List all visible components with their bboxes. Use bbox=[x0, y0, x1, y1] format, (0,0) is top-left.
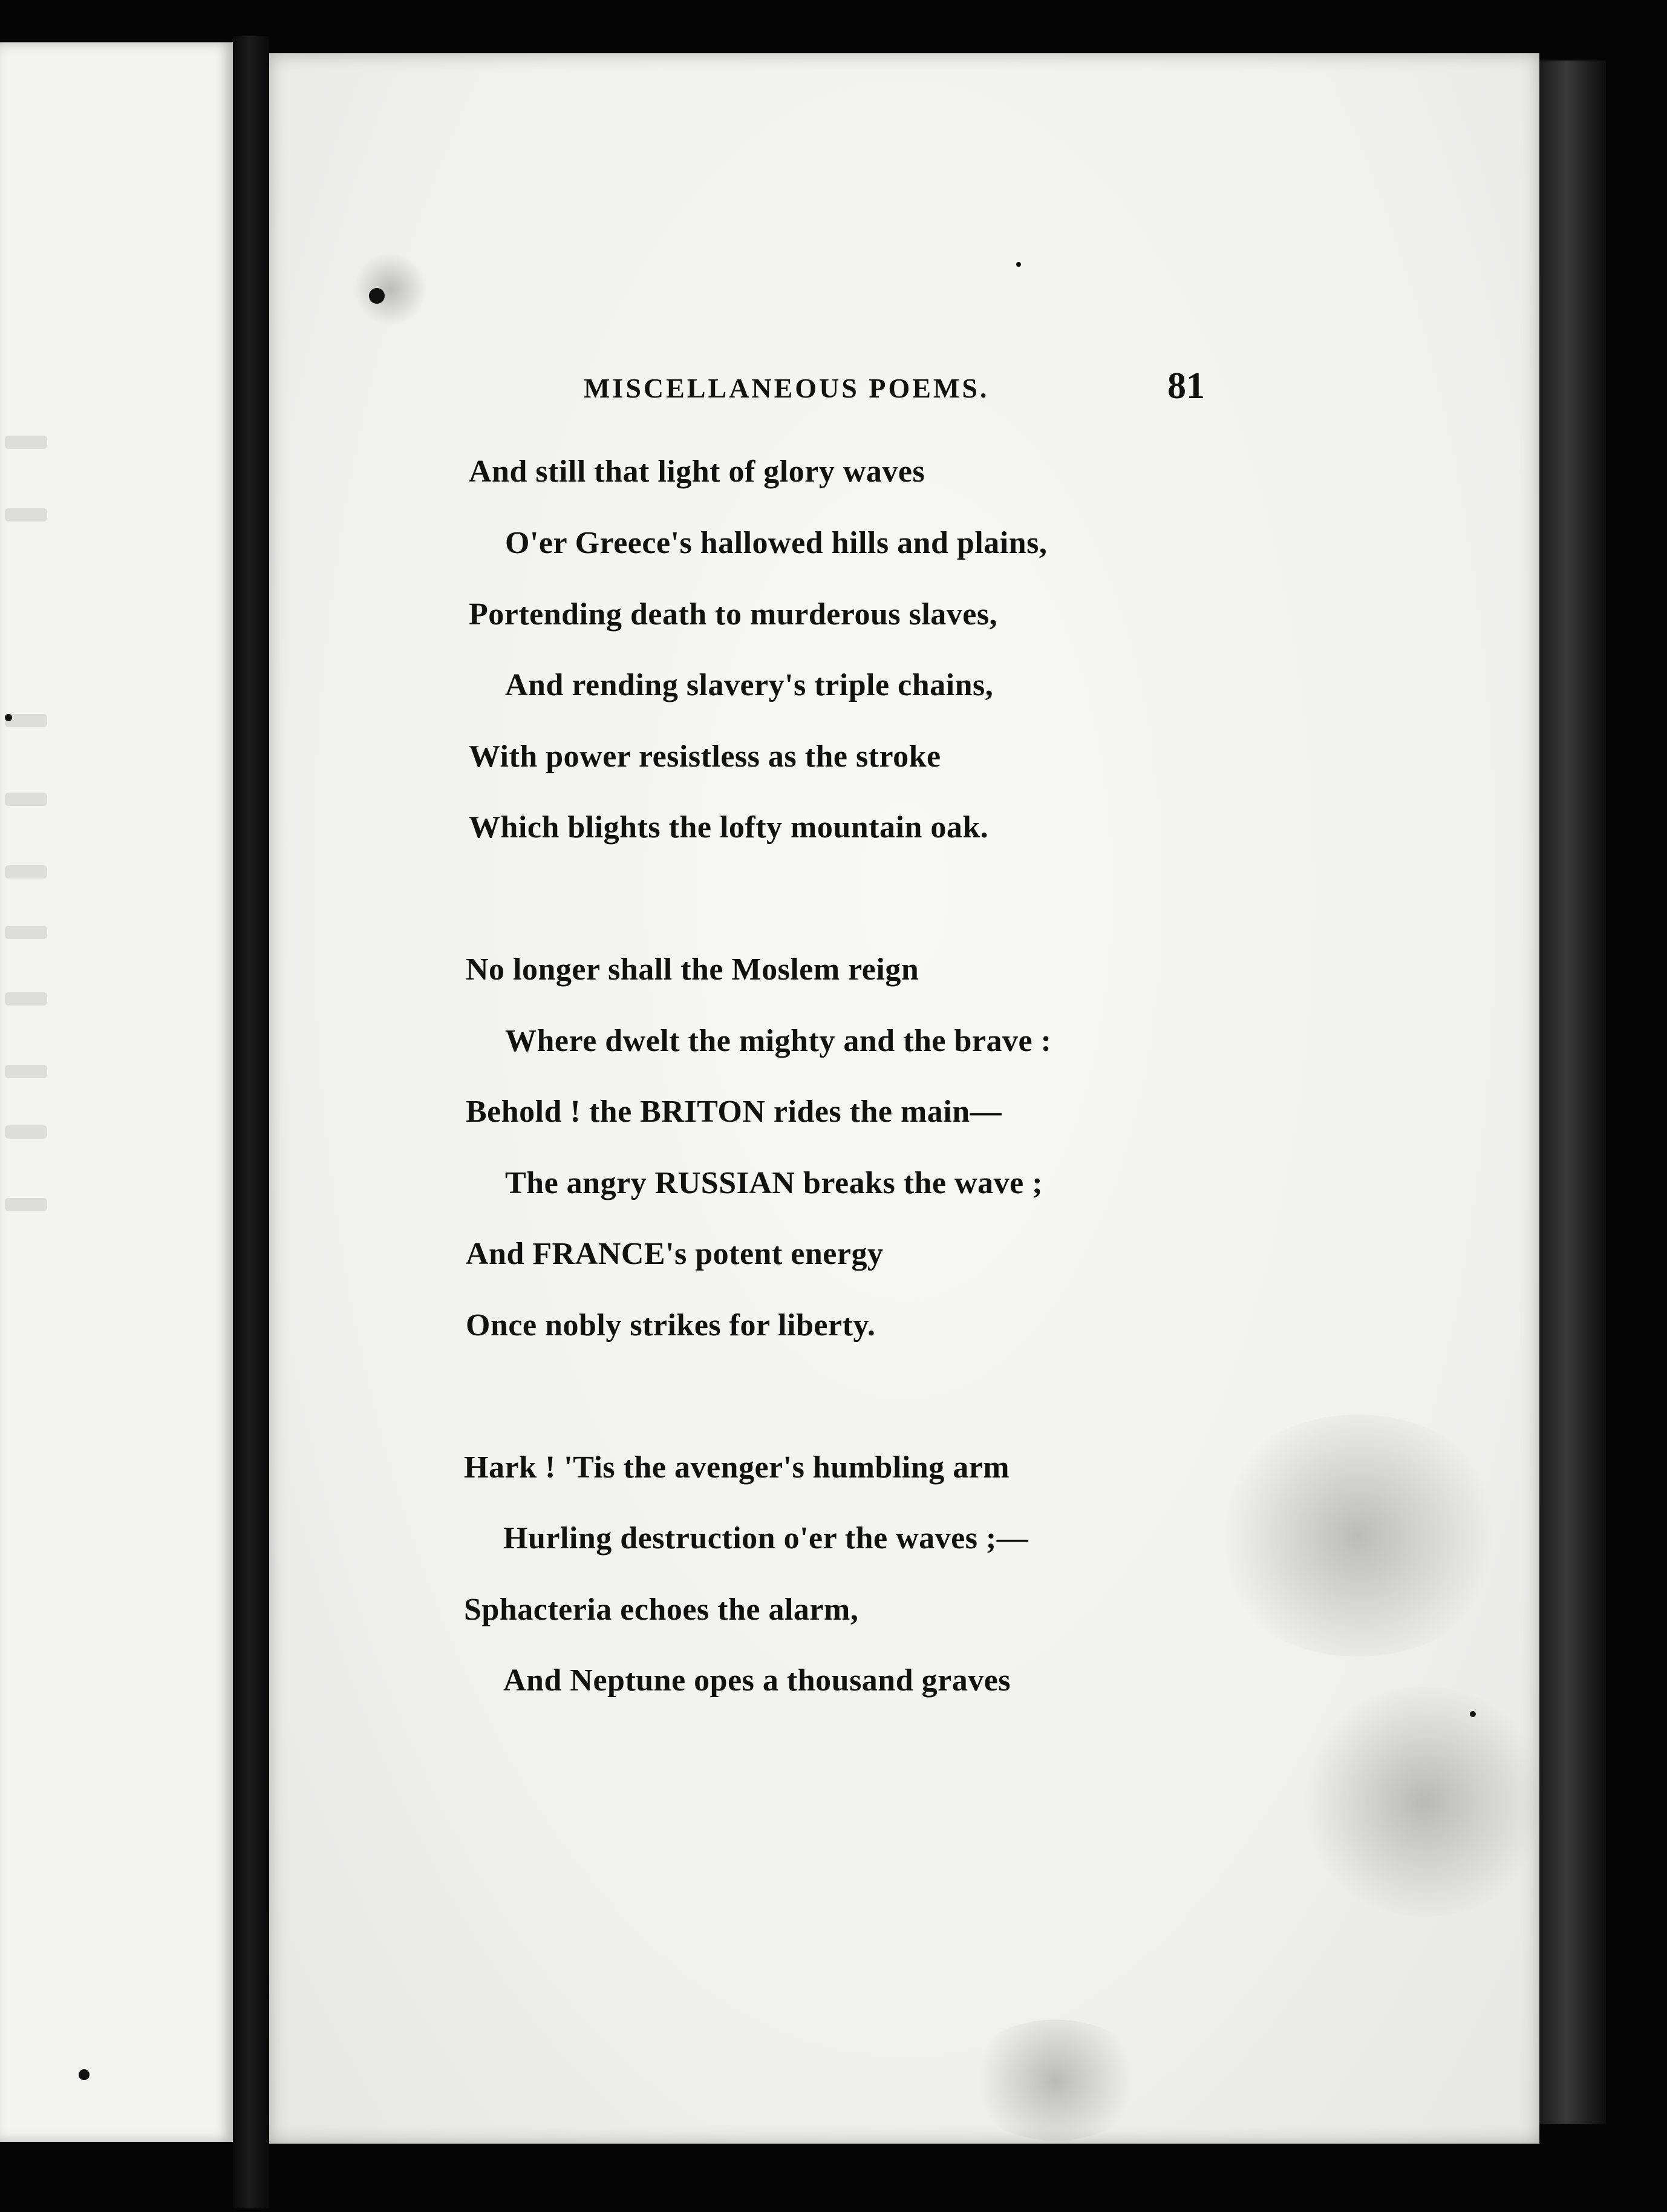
book-page bbox=[269, 53, 1539, 2144]
ink-speck bbox=[1470, 1711, 1476, 1717]
show-through-text bbox=[5, 865, 47, 879]
foxing-stain bbox=[1297, 1687, 1551, 1917]
poem-line: And rending slavery's triple chains, bbox=[505, 668, 994, 702]
running-head: MISCELLANEOUS POEMS. bbox=[584, 373, 990, 404]
show-through-text bbox=[5, 926, 47, 939]
page-number: 81 bbox=[1167, 365, 1205, 407]
ink-speck bbox=[369, 288, 385, 304]
ink-speck bbox=[5, 714, 12, 721]
show-through-text bbox=[5, 1198, 47, 1211]
book-gutter bbox=[233, 36, 269, 2208]
poem-line: Portending death to murderous slaves, bbox=[469, 597, 998, 632]
facing-page bbox=[0, 42, 233, 2142]
show-through-text bbox=[5, 793, 47, 806]
poem-line: And Neptune opes a thousand graves bbox=[503, 1663, 1011, 1698]
show-through-text bbox=[5, 436, 47, 449]
poem-line: The angry RUSSIAN breaks the wave ; bbox=[505, 1166, 1043, 1200]
foxing-stain bbox=[354, 253, 426, 326]
foxing-stain bbox=[965, 2020, 1146, 2141]
show-through-text bbox=[5, 508, 47, 522]
show-through-text bbox=[5, 1125, 47, 1139]
poem-line: Where dwelt the mighty and the brave : bbox=[505, 1024, 1052, 1058]
poem-line: Sphacteria echoes the alarm, bbox=[464, 1592, 859, 1627]
poem-line: With power resistless as the stroke bbox=[469, 739, 941, 774]
poem-line: Which blights the lofty mountain oak. bbox=[469, 810, 989, 845]
show-through-text bbox=[5, 1065, 47, 1078]
ink-speck bbox=[1016, 262, 1021, 267]
poem-line: And still that light of glory waves bbox=[469, 454, 925, 489]
foxing-stain bbox=[1207, 1415, 1509, 1657]
show-through-text bbox=[5, 992, 47, 1006]
poem-line: Once nobly strikes for liberty. bbox=[466, 1308, 876, 1343]
poem-line: No longer shall the Moslem reign bbox=[466, 952, 919, 987]
poem-line: Behold ! the BRITON rides the main— bbox=[466, 1095, 1002, 1129]
ink-speck bbox=[79, 2069, 90, 2080]
poem-line: O'er Greece's hallowed hills and plains, bbox=[505, 526, 1048, 560]
poem-line: Hurling destruction o'er the waves ;— bbox=[503, 1521, 1029, 1556]
poem-line: Hark ! 'Tis the avenger's humbling arm bbox=[464, 1450, 1010, 1485]
poem-line: And FRANCE's potent energy bbox=[466, 1237, 884, 1271]
